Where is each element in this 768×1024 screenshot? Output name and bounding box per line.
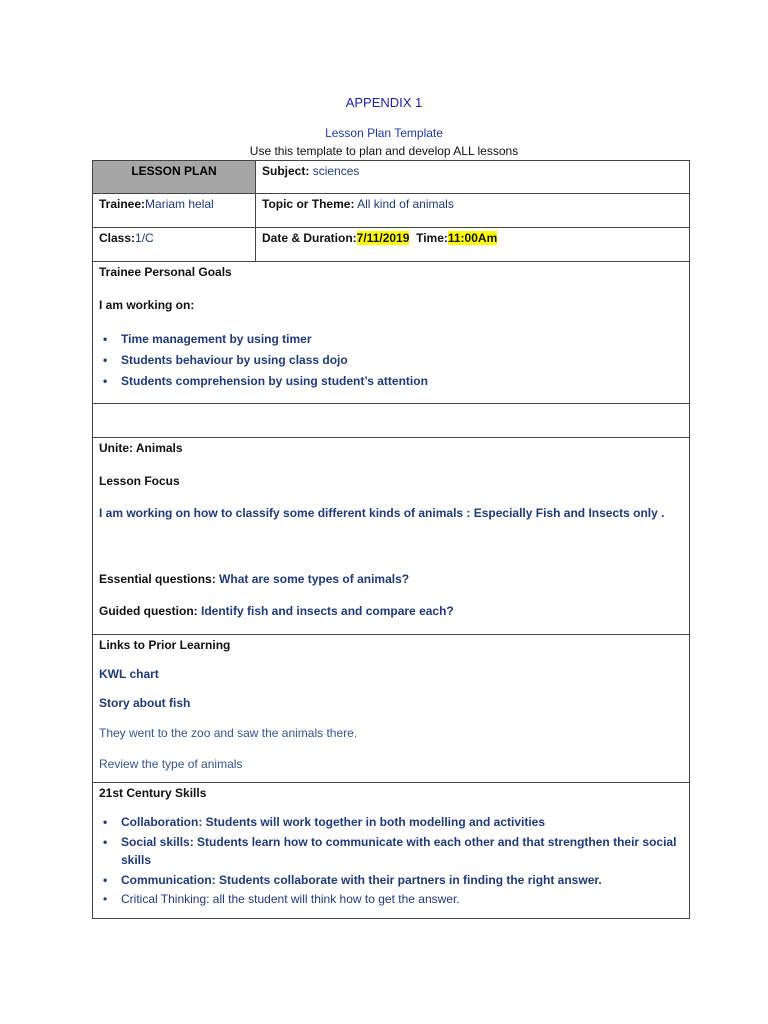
table-row: [93, 228, 690, 262]
topic-cell: [256, 194, 690, 228]
guided-question-value: Identify fish and insects and compare each?: [201, 604, 454, 618]
list-item: Review the type of animals: [99, 757, 243, 771]
list-item: • Time management by using timer: [121, 331, 683, 347]
class-value: 1/C: [135, 231, 154, 245]
table-row: [93, 404, 690, 438]
trainee-label: Trainee:: [99, 197, 146, 211]
date-value: 7/11/2019: [356, 231, 410, 245]
prior-learning-title: Links to Prior Learning: [99, 638, 231, 652]
trainee-value: Mariam helal: [145, 197, 214, 211]
century-skills-cell: [93, 783, 690, 919]
template-subtitle: Use this template to plan and develop ALL lessons: [249, 144, 519, 158]
topic-label: Topic or Theme:: [262, 197, 355, 211]
table-row: [93, 438, 690, 635]
table-row: [93, 262, 690, 404]
appendix-heading: APPENDIX 1: [345, 95, 423, 110]
table-row: [93, 783, 690, 919]
lesson-plan-header-cell: LESSON PLAN: [93, 161, 256, 194]
personal-goals-cell: [93, 262, 690, 404]
lesson-plan-table: [92, 160, 690, 919]
list-item: Story about fish: [99, 696, 191, 710]
table-row: [93, 635, 690, 783]
subject-label: Subject:: [262, 164, 310, 178]
century-skills-title: 21st Century Skills: [99, 786, 207, 800]
list-item: • Students comprehension by using student’s attention: [121, 373, 683, 389]
table-row: [93, 194, 690, 228]
class-label: Class:: [99, 231, 136, 245]
list-item: KWL chart: [99, 667, 159, 681]
class-cell: [93, 228, 256, 262]
subject-cell: [256, 161, 690, 194]
time-value: 11:00Am: [447, 231, 498, 245]
list-item: • Collaboration: Students will work together in both modelling and activities: [121, 814, 683, 830]
empty-cell: [93, 404, 690, 438]
list-item: • Critical Thinking: all the student will think how to get the answer.: [121, 891, 683, 907]
date-cell: [256, 228, 690, 262]
date-label: Date & Duration:: [262, 231, 357, 245]
guided-question-label: Guided question:: [99, 604, 198, 618]
lesson-focus-text: I am working on how to classify some different kinds of animals : Especially Fish and Insects only .: [99, 506, 665, 520]
topic-value: All kind of animals: [357, 197, 454, 211]
skills-list: [99, 814, 683, 907]
list-item: • Students behaviour by using class dojo: [121, 352, 683, 368]
table-row: [93, 161, 690, 194]
list-item: • Social skills: Students learn how to communicate with each other and that strengthen their social skills: [121, 833, 683, 869]
template-title: Lesson Plan Template: [325, 126, 443, 140]
unite-label: Unite: Animals: [99, 441, 183, 455]
goals-list: [99, 331, 683, 389]
list-item: They went to the zoo and saw the animals there.: [99, 726, 358, 740]
trainee-cell: [93, 194, 256, 228]
list-item: • Communication: Students collaborate with their partners in finding the right answer.: [121, 872, 683, 888]
prior-learning-cell: [93, 635, 690, 783]
subject-value: sciences: [312, 164, 360, 178]
personal-goals-title: Trainee Personal Goals: [99, 265, 232, 279]
essential-questions-label: Essential questions:: [99, 572, 216, 586]
lesson-focus-label: Lesson Focus: [99, 474, 180, 488]
working-on-label: I am working on:: [99, 298, 195, 312]
essential-questions-value: What are some types of animals?: [219, 572, 410, 586]
lesson-focus-cell: [93, 438, 690, 635]
time-label: Time:: [416, 231, 448, 245]
